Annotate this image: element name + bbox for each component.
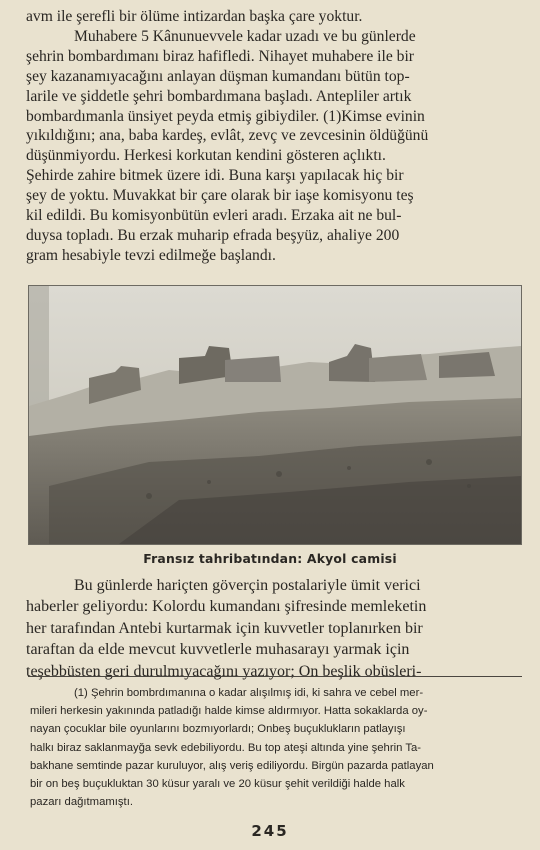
text-line: teşebbüsten geri durulmıyacağını yazıyor; On beşlik obüsleri-: [26, 662, 422, 680]
footnote-line: pazarı dağıtmamıştı.: [30, 796, 133, 809]
photo-caption: Fransız tahribatından: Akyol camisi: [143, 551, 397, 566]
text-line: şey de yoktu. Muvakkat bir çare olarak bir iaşe komisyonu teş: [26, 187, 414, 205]
text-line: taraftan da elde mevcut kuvvetlerle muhasarayı yarmak için: [26, 641, 410, 659]
footnote-line: halkı biraz saklanmayğa sevk edebiliyordu. Bu top ateşi altında yine şehrin Ta-: [30, 741, 422, 754]
photograph-akyol-mosque-ruins: [28, 285, 522, 545]
footnote-line: bakhane semtinde pazar kuruluyor, alış veriş ediliyordu. Birgün pazarda patlayan: [30, 759, 434, 772]
text-line: yıkıldığını; ana, baba kardeş, evlât, zevç ve zevcesinin öldüğünü: [26, 127, 429, 145]
text-line: şehrin bombardımanı biraz hafifledi. Nihayet muhabere ile bir: [26, 47, 414, 65]
footnote-line: bir on beş buçukluktan 30 küsur yaralı ve 20 küsur şehit verildiği halde halk: [30, 778, 405, 791]
text-line: duysa topladı. Bu erzak muharip efrada beşyüz, ahaliye 200: [26, 226, 400, 244]
text-line: Şehirde zahire bitmek üzere idi. Buna karşı yapılacak hiç bir: [26, 167, 404, 185]
body-paragraph-2: [26, 575, 520, 682]
page-number: 245: [251, 822, 289, 840]
text-line: avm ile şerefli bir ölüme intizardan başka çare yoktur.: [26, 8, 363, 25]
footnote-line: nayan çocuklar bile oyunlarını bozmıyorlardı; Onbeş buçuklukların patlayışı: [30, 723, 406, 736]
text-line: Bu günlerde hariçten göverçin postalariyle ümit verici: [74, 577, 421, 594]
text-line: larile ve şiddetle şehri bombardımana başladı. Antepliler artık: [26, 87, 412, 105]
photo-illustration: [29, 286, 521, 544]
text-line: düşünmiyordu. Herkesi korkutan kendini gösteren açlıktı.: [26, 147, 386, 165]
footnote: [30, 684, 520, 811]
text-line: kil edildi. Bu komisyonbütün evleri aradı. Erzaka ait ne bul-: [26, 207, 402, 225]
text-line: şey kazanamıyacağını anlayan düşman kumandanı bütün top-: [26, 67, 410, 85]
footnote-divider: [28, 676, 522, 677]
text-line: her tarafından Antebi kurtarmak için kuvvetler toplanırken bir: [26, 619, 423, 637]
text-line: bombardımanla ünsiyet peyda etmiş gibiydiler. (1)Kimse evinin: [26, 107, 425, 125]
footnote-line: mileri herkesin yakınında patladığı halde kimse aldırmıyor. Hatta sokaklarda oy-: [30, 705, 428, 718]
footnote-line: (1) Şehrin bombrdımanına o kadar alışılmış idi, ki sahra ve cebel mer-: [74, 687, 424, 699]
body-paragraph-1: [26, 7, 520, 266]
text-line: gram hesabiyle tevzi edilmeğe başlandı.: [26, 246, 276, 264]
text-line: Muhabere 5 Kânunuevvele kadar uzadı ve bu günlerde: [74, 27, 416, 45]
text-line: haberler geliyordu: Kolordu kumandanı şifresinde memleketin: [26, 598, 427, 616]
